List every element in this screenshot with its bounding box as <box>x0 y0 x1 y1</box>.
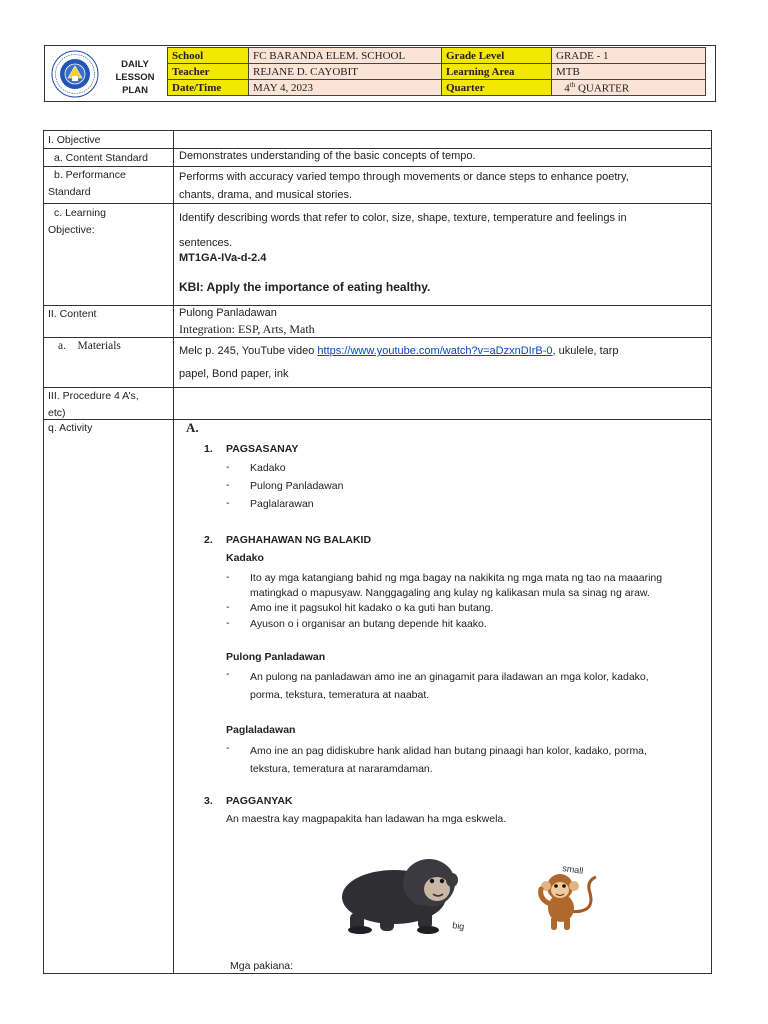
teacher-label: Teacher <box>168 64 249 80</box>
item3-text: An maestra kay magpapakita han ladawan ha mga eskwela. <box>226 813 507 825</box>
procedure-heading <box>48 388 170 422</box>
kbi-value: Apply the importance of eating healthy. <box>203 280 431 294</box>
plan-title-line: PLAN <box>122 85 148 96</box>
big-small-monkeys-illustration <box>334 853 614 935</box>
label-line: etc) <box>48 407 66 419</box>
label-line: III. Procedure 4 A’s, <box>48 390 139 402</box>
content-integration: Integration: ESP, Arts, Math <box>179 322 315 336</box>
label-line: b. Performance <box>54 169 126 181</box>
quarter-suffix: th <box>569 80 576 89</box>
teacher-value: REJANE D. CAYOBIT <box>249 64 442 80</box>
kbi-text <box>179 280 707 294</box>
learning-objective-text <box>179 206 707 256</box>
school-label: School <box>168 48 249 64</box>
header-info-table <box>167 47 706 96</box>
school-value: FC BARANDA ELEM. SCHOOL <box>249 48 442 64</box>
list-item: Paglalarawan <box>250 498 314 510</box>
bullet-dash: - <box>226 742 230 754</box>
date-time-value: MAY 4, 2023 <box>249 80 442 96</box>
list-item: Kadako <box>250 462 286 474</box>
text-line: tekstura, temeratura at nararamdaman. <box>250 763 433 775</box>
content-title: Pulong Panladawan <box>179 307 277 319</box>
quarter-label: Quarter <box>442 80 552 96</box>
list-item: Pulong Panladawan <box>250 480 344 492</box>
kadako-bullet: Ayuson o i organisar an butang depende hit kaako. <box>250 618 487 630</box>
item-number: 3. <box>204 795 213 807</box>
bullet-dash: - <box>226 461 230 473</box>
small-label: small <box>561 863 584 876</box>
materials-text <box>179 340 707 386</box>
bullet-dash: - <box>226 479 230 491</box>
text-line: porma, tekstura, temeratura at naabat. <box>250 689 430 701</box>
questions-label: Mga pakiana: <box>230 960 294 972</box>
objective-heading: I. Objective <box>48 134 101 146</box>
bullet-dash: - <box>226 601 230 613</box>
big-monkey-icon <box>342 859 458 934</box>
youtube-video-link[interactable]: https://www.youtube.com/watch?v=aDzxnDIrB-0 <box>317 345 553 357</box>
materials-suffix: , ukulele, tarp <box>552 345 619 357</box>
kadako-bullet <box>250 571 662 601</box>
learning-area-label: Learning Area <box>442 64 552 80</box>
header-row-date <box>168 80 706 96</box>
big-label: big <box>451 920 466 932</box>
item3-title: PAGGANYAK <box>226 795 293 807</box>
kadako-bullet: Amo ine it pagsukol hit kadako o ka guti han butang. <box>250 602 494 614</box>
performance-standard-text <box>179 168 707 204</box>
label-line: Standard <box>48 186 91 198</box>
text-line: sentences. <box>179 237 233 249</box>
quarter-text: QUARTER <box>575 82 630 95</box>
lesson-plan-header <box>44 45 716 102</box>
learning-area-value: MTB <box>552 64 706 80</box>
content-standard-label: a. Content Standard <box>54 152 148 164</box>
small-monkey-icon <box>541 874 596 930</box>
header-row-school <box>168 48 706 64</box>
quarter-value <box>552 80 706 96</box>
bullet-dash: - <box>226 617 230 629</box>
text-line: Performs with accuracy varied tempo through movements or dance steps to enhance poetry, <box>179 171 629 183</box>
content-heading: II. Content <box>48 308 97 320</box>
plan-title-line: LESSON <box>115 72 155 83</box>
activity-label: q. Activity <box>48 422 93 434</box>
item1-title: PAGSASANAY <box>226 443 299 455</box>
pulong-bullet <box>250 668 649 704</box>
paglaladawan-subtitle: Paglaladawan <box>226 724 296 736</box>
kadako-subtitle: Kadako <box>226 552 264 564</box>
grade-level-label: Grade Level <box>442 48 552 64</box>
text-line: Amo ine an pag didiskubre hank alidad han butang pinaagi han kolor, kadako, porma, <box>250 745 647 757</box>
bullet-dash: - <box>226 668 230 680</box>
item2-title: PAGHAHAWAN NG BALAKID <box>226 534 372 546</box>
section-letter: A. <box>186 420 199 435</box>
bullet-dash: - <box>226 571 230 583</box>
text-line: papel, Bond paper, ink <box>179 368 289 380</box>
learning-objective-label <box>48 205 176 239</box>
competency-code: MT1GA-IVa-d-2.4 <box>179 252 267 264</box>
label-line: Objective: <box>48 224 95 236</box>
daily-lesson-plan-title <box>107 58 163 97</box>
quarter-number: 4 <box>564 82 570 95</box>
paglaladawan-bullet <box>250 742 647 778</box>
item-number: 1. <box>204 443 213 455</box>
deped-seal-icon <box>51 50 99 98</box>
header-row-teacher <box>168 64 706 80</box>
materials-marker: a. <box>58 340 66 352</box>
plan-title-line: DAILY <box>121 59 149 70</box>
content-standard-text: Demonstrates understanding of the basic concepts of tempo. <box>179 150 476 162</box>
text-line: An pulong na panladawan amo ine an ginagamit para iladawan an mga kolor, kadako, <box>250 671 649 683</box>
materials-prefix: Melc p. 245, YouTube video <box>179 345 318 357</box>
materials-label-text: Materials <box>77 340 121 352</box>
item-number: 2. <box>204 534 213 546</box>
materials-label <box>58 338 180 355</box>
performance-standard-label <box>48 167 176 201</box>
text-line: chants, drama, and musical stories. <box>179 189 353 201</box>
bullet-dash: - <box>226 497 230 509</box>
kbi-label: KBI: <box>179 280 204 294</box>
text-line: matingkad o mapusyaw. Nanggagaling ang kulay ng kalikasan mula sa sinag ng araw. <box>250 587 650 599</box>
date-time-label: Date/Time <box>168 80 249 96</box>
text-line: Identify describing words that refer to color, size, shape, texture, temperature and feelings in <box>179 212 627 224</box>
pulong-subtitle: Pulong Panladawan <box>226 651 326 663</box>
text-line: Ito ay mga katangiang bahid ng mga bagay na nakikita ng mga mata ng tao na maaaring <box>250 572 663 584</box>
text-line <box>179 340 707 363</box>
lesson-plan-table <box>43 130 712 974</box>
column-divider <box>173 131 174 973</box>
label-line: c. Learning <box>54 207 106 219</box>
grade-level-value: GRADE - 1 <box>552 48 706 64</box>
